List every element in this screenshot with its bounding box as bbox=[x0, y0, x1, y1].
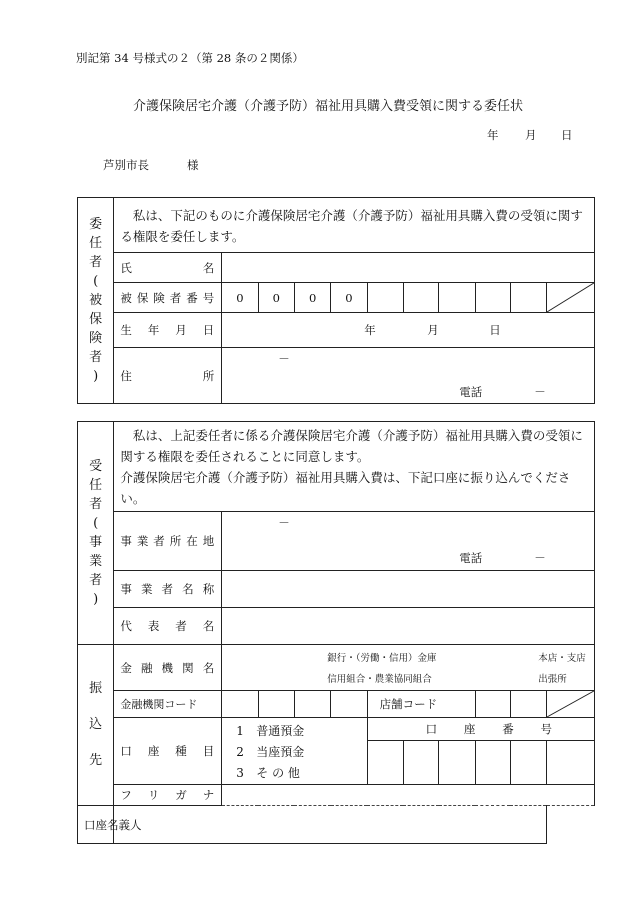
label-char: ガ bbox=[175, 788, 187, 802]
branch-types-line2: 出張所 bbox=[538, 674, 567, 685]
label-char: 座 bbox=[463, 722, 476, 737]
account-type-text: 当座預金 bbox=[256, 745, 305, 759]
label-char: 険 bbox=[153, 290, 165, 305]
side-label-char: 任 bbox=[89, 478, 103, 493]
label-char: 地 bbox=[202, 534, 215, 548]
label-char: 年 bbox=[147, 323, 160, 337]
label-char: 号 bbox=[540, 722, 552, 737]
label-char: 事 bbox=[120, 534, 132, 548]
side-label-char: 者 bbox=[89, 497, 103, 512]
birth-date-field[interactable] bbox=[222, 313, 595, 348]
account-number-cell[interactable] bbox=[475, 741, 510, 785]
delegatee-statement bbox=[114, 422, 595, 512]
addressee-honorific: 様 bbox=[187, 158, 199, 172]
side-label-char: 者 bbox=[89, 350, 103, 365]
insured-number-digit[interactable] bbox=[510, 283, 546, 313]
insured-number-digit[interactable] bbox=[403, 283, 438, 313]
account-type-options[interactable] bbox=[222, 718, 367, 785]
birth-month-label: 月 bbox=[427, 323, 439, 337]
bank-name-field[interactable] bbox=[222, 645, 595, 691]
side-label-char: 業 bbox=[89, 554, 103, 569]
side-label-char: 委 bbox=[89, 217, 103, 232]
account-type-option[interactable] bbox=[236, 742, 366, 763]
birth-date-label bbox=[114, 313, 222, 348]
insured-number-digit[interactable] bbox=[439, 283, 475, 313]
delegatee-table bbox=[77, 421, 595, 844]
side-label-char: 者 bbox=[89, 573, 103, 588]
side-label-char: 先 bbox=[89, 753, 103, 768]
label-char: 義 bbox=[118, 817, 130, 832]
side-label-char: 任 bbox=[89, 236, 103, 251]
label-char: 所 bbox=[169, 534, 182, 548]
account-number-cell[interactable] bbox=[403, 741, 438, 785]
label-char: 号 bbox=[202, 290, 215, 305]
label-char: 者 bbox=[175, 619, 187, 633]
side-label-char: ( bbox=[93, 516, 99, 531]
label-char: 表 bbox=[147, 619, 160, 633]
representative-label bbox=[114, 608, 222, 645]
birth-day-label: 日 bbox=[489, 323, 501, 337]
label-char: 座 bbox=[147, 744, 160, 758]
insured-number-digit[interactable] bbox=[367, 283, 403, 313]
label-char: 名 bbox=[182, 582, 194, 596]
account-type-text: 普通預金 bbox=[256, 724, 305, 738]
postal-dash: － bbox=[278, 352, 290, 366]
label-char: 関 bbox=[182, 660, 194, 675]
bank-types-line1: 銀行・（労働・信用）金庫 bbox=[327, 653, 437, 664]
label-char: 代 bbox=[120, 619, 132, 633]
insured-number-digit[interactable] bbox=[475, 283, 510, 313]
insured-number-label bbox=[114, 283, 222, 313]
label-char: 業 bbox=[140, 582, 153, 596]
label-char: 称 bbox=[202, 582, 215, 596]
bank-code-cell-2[interactable] bbox=[258, 691, 294, 718]
label-char: リ bbox=[147, 788, 160, 802]
date-year-label: 年 bbox=[487, 128, 499, 142]
delegator-side-label bbox=[78, 198, 114, 404]
office-address-field[interactable] bbox=[222, 512, 595, 571]
account-holder-field[interactable] bbox=[114, 806, 547, 844]
branch-code-cell-blank bbox=[547, 691, 595, 718]
bank-name-label bbox=[114, 645, 222, 691]
insured-number-digit[interactable]: 0 bbox=[258, 283, 294, 313]
address-label bbox=[114, 348, 222, 404]
bank-code-cell-3[interactable] bbox=[294, 691, 330, 718]
account-type-number: 2 bbox=[236, 745, 244, 759]
name-label bbox=[114, 253, 222, 283]
label-char: 人 bbox=[130, 817, 142, 832]
label-char: 者 bbox=[161, 582, 174, 596]
insured-number-blank bbox=[547, 283, 595, 313]
label-char: ナ bbox=[202, 788, 215, 802]
label-char: 名 bbox=[202, 619, 215, 633]
date-day-label: 日 bbox=[561, 128, 573, 142]
label-char: 月 bbox=[175, 323, 187, 337]
delegatee-side-label bbox=[78, 422, 114, 645]
date-month-label: 月 bbox=[525, 128, 537, 142]
side-label-char: 者 bbox=[89, 255, 103, 270]
side-label-char: 保 bbox=[89, 312, 103, 327]
side-label-char: 受 bbox=[89, 459, 103, 474]
office-name-field[interactable] bbox=[222, 571, 595, 608]
label-char: 事 bbox=[120, 582, 132, 596]
representative-field[interactable] bbox=[222, 608, 595, 645]
birth-year-label: 年 bbox=[364, 323, 376, 337]
account-type-option[interactable] bbox=[236, 763, 366, 784]
branch-code-cell-2[interactable] bbox=[510, 691, 546, 718]
label-char: 口 bbox=[425, 722, 438, 737]
side-label-char: 事 bbox=[89, 535, 103, 550]
name-field[interactable] bbox=[222, 253, 595, 283]
account-type-label bbox=[114, 718, 222, 785]
bank-types-line2: 信用組合・農業協同組合 bbox=[327, 674, 432, 685]
furigana-field[interactable] bbox=[222, 785, 595, 806]
label-char: 被 bbox=[120, 290, 132, 305]
account-type-number: 3 bbox=[236, 766, 244, 780]
office-name-label bbox=[114, 571, 222, 608]
account-type-option[interactable] bbox=[236, 721, 366, 742]
label-char: 名 bbox=[202, 660, 215, 675]
account-number-cell[interactable] bbox=[367, 741, 403, 785]
form-reference: 別記第 34 号様式の２（第 28 条の２関係） bbox=[76, 51, 304, 65]
insured-number-digit[interactable]: 0 bbox=[331, 283, 367, 313]
office-phone-label: 電話 bbox=[459, 551, 483, 565]
label-char: 目 bbox=[202, 744, 215, 758]
delegator-statement: 私は、下記のものに介護保険居宅介護（介護予防）福祉用具購入費の受領に関する権限を委任します。 bbox=[114, 198, 595, 253]
label-char: フ bbox=[120, 788, 132, 802]
side-label-char: 込 bbox=[89, 717, 103, 732]
insured-number-digit[interactable]: 0 bbox=[222, 283, 258, 313]
label-char: 者 bbox=[153, 534, 165, 548]
branch-code-cell-1[interactable] bbox=[475, 691, 510, 718]
label-char: 名 bbox=[202, 260, 215, 275]
form-title: 介護保険居宅介護（介護予防）福祉用具購入費受領に関する委任状 bbox=[133, 99, 524, 114]
label-char: 生 bbox=[120, 323, 132, 337]
label-char: 日 bbox=[202, 323, 215, 337]
branch-types-line1: 本店・支店 bbox=[538, 653, 586, 664]
label-char: 氏 bbox=[120, 260, 132, 275]
label-char: 住 bbox=[120, 368, 132, 383]
label-char: 者 bbox=[169, 290, 182, 305]
insured-number-digit[interactable]: 0 bbox=[294, 283, 330, 313]
addressee: 芦別市長 bbox=[103, 158, 149, 172]
side-label-char: ) bbox=[93, 369, 99, 384]
phone-dash: － bbox=[534, 385, 546, 399]
branch-code-label: 店舗コード bbox=[367, 691, 475, 718]
label-char: 番 bbox=[502, 722, 514, 737]
account-number-cell[interactable] bbox=[510, 741, 546, 785]
bank-code-cell-4[interactable] bbox=[331, 691, 367, 718]
address-field[interactable] bbox=[222, 348, 595, 404]
label-char: 口 bbox=[84, 817, 96, 832]
office-address-label bbox=[114, 512, 222, 571]
account-holder-label bbox=[78, 806, 142, 844]
label-char: 業 bbox=[136, 534, 149, 548]
delegator-table bbox=[77, 197, 595, 404]
bank-code-label: 金融機関コード bbox=[114, 691, 222, 718]
label-char: 所 bbox=[202, 368, 215, 383]
label-char: 保 bbox=[136, 290, 149, 305]
account-type-text: そ の 他 bbox=[256, 766, 300, 780]
delegatee-statement-2: 介護保険居宅介護（介護予防）福祉用具購入費は、下記口座に振り込んでください。 bbox=[120, 470, 571, 506]
label-char: 番 bbox=[186, 290, 198, 305]
phone-label: 電話 bbox=[459, 385, 483, 399]
bank-code-cell-1[interactable] bbox=[222, 691, 258, 718]
label-char: 機 bbox=[161, 660, 174, 675]
side-label-char: ( bbox=[93, 274, 99, 289]
label-char: 口 bbox=[120, 744, 132, 758]
side-label-char: 被 bbox=[89, 293, 103, 308]
account-type-number: 1 bbox=[236, 724, 244, 738]
label-char: 融 bbox=[140, 660, 153, 675]
label-char: 座 bbox=[95, 817, 107, 832]
account-number-cell[interactable] bbox=[439, 741, 475, 785]
transfer-side-label bbox=[78, 645, 114, 806]
label-char: 種 bbox=[175, 744, 187, 758]
label-char: 名 bbox=[107, 817, 119, 832]
account-number-cell[interactable] bbox=[547, 741, 595, 785]
label-char: 在 bbox=[186, 534, 198, 548]
account-number-label bbox=[367, 718, 594, 741]
furigana-label bbox=[114, 785, 222, 806]
office-postal-dash: － bbox=[278, 516, 290, 530]
delegatee-statement-1: 私は、上記委任者に係る介護保険居宅介護（介護予防）福祉用具購入費の受領に関する権限を委任されることに同意します。 bbox=[120, 428, 583, 464]
side-label-char: 振 bbox=[89, 681, 103, 696]
side-label-char: ) bbox=[93, 592, 99, 607]
office-phone-dash: － bbox=[534, 551, 546, 565]
label-char: 金 bbox=[120, 660, 132, 675]
side-label-char: 険 bbox=[89, 331, 103, 346]
